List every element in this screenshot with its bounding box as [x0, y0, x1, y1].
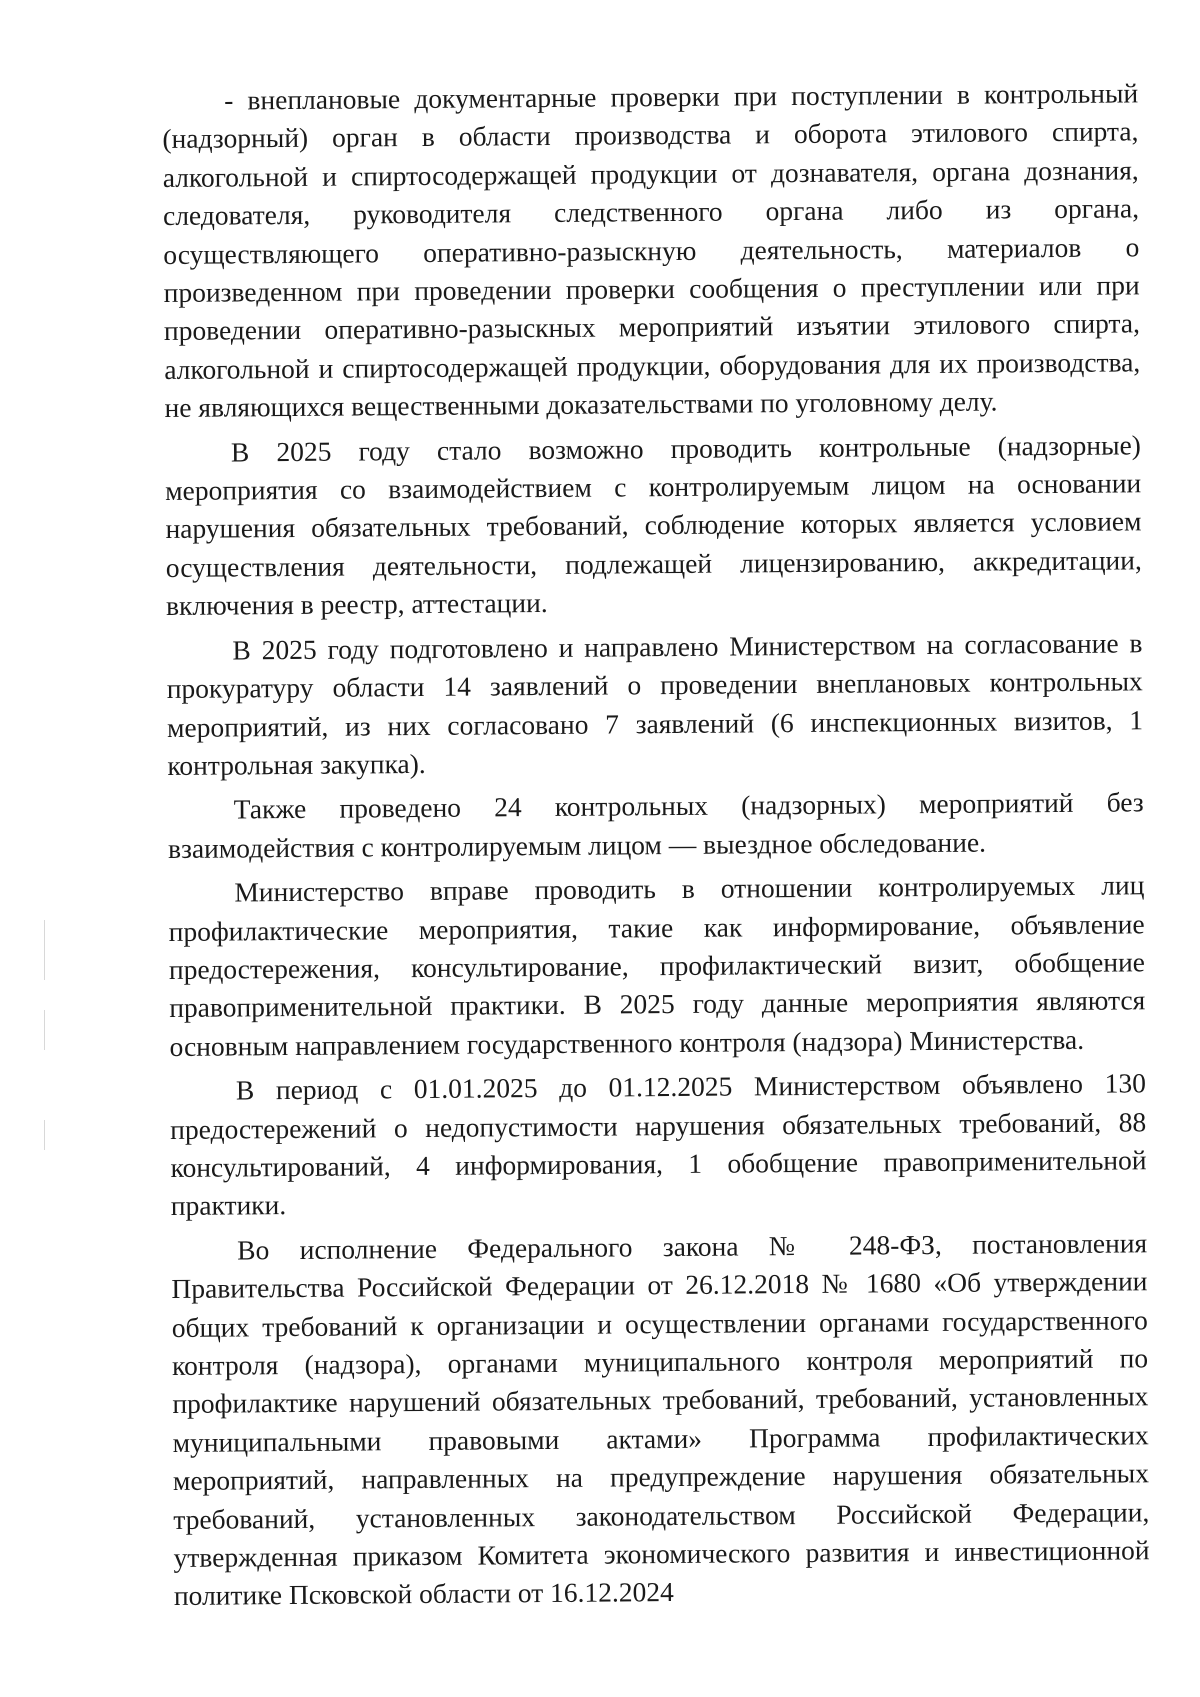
paragraph-site-inspections: Также проведено 24 контрольных (надзорных) мероприятий без взаимодействия с контролируемым лицом — выездное обследование.: [167, 786, 1144, 864]
paragraph-prosecutor-approvals: В 2025 году подготовлено и направлено Министерством на согласование в прокуратуру области 14 заявлений о проведении внеплановых контрольных мероприятий, из них согласовано 7 заявлений (6 инспекционных визитов, 1 контрольная закупка).: [166, 627, 1144, 781]
paragraph-federal-law-program: Во исполнение Федерального закона № 248-ФЗ, постановления Правительства Российской Федерации от 26.12.2018 № 1680 «Об утверждении общих требований к организации и осуществлении органами государственного контроля (надзора), органами муниципального контроля мероприятий по профилактике нарушений обязательных требований, требований, установленных муниципальными правовыми актами» Программа профилактических мероприятий, направленных на предупреждение нарушения обязательных требований, установленных законодательством Российской Федерации, утвержденная приказом Комитета экономического развития и инвестиционной политике Псковской области от 16.12.2024: [171, 1227, 1150, 1612]
paragraph-unscheduled-inspections: - внеплановые документарные проверки при поступлении в контрольный (надзорный) орган в области производства и оборота этилового спирта, алкогольной и спиртосодержащей продукции от дознавателя, органа дознания, следователя, руководителя следственного органа либо из органа, осуществляющего оперативно-разыскную деятельность, материалов о произведенном при проведении проверки сообщения о преступлении или при проведении оперативно-разыскных мероприятий изъятии этилового спирта, алкогольной и спиртосодержащей продукции, оборудования для их производства, не являющихся вещественными доказательствами по уголовному делу.: [162, 77, 1141, 424]
document-body: [162, 74, 1150, 1615]
paragraph-preventive-measures: Министерство вправе проводить в отношении контролируемых лиц профилактические мероприятия, такие как информирование, объявление предостережения, консультирование, профилактический визит, обобщение правоприменительной практики. В 2025 году данные мероприятия являются основным направлением государственного контроля (надзора) Министерства.: [168, 869, 1146, 1062]
paragraph-2025-interaction-measures: В 2025 году стало возможно проводить контрольные (надзорные) мероприятия со взаимодействием с контролируемым лицом на основании нарушения обязательных требований, соблюдение которых является условием осуществления деятельности, подлежащей лицензированию, аккредитации, включения в реестр, аттестации.: [165, 428, 1142, 622]
scan-artifact-line: [44, 1120, 45, 1150]
paragraph-period-statistics: В период с 01.01.2025 до 01.12.2025 Министерством объявлено 130 предостережений о недопустимости нарушения обязательных требований, 88 консультирований, 4 информирования, 1 обобщение правоприменительной практики.: [170, 1067, 1147, 1222]
scan-artifact-line: [44, 920, 45, 980]
scan-artifact-line: [44, 1010, 45, 1050]
